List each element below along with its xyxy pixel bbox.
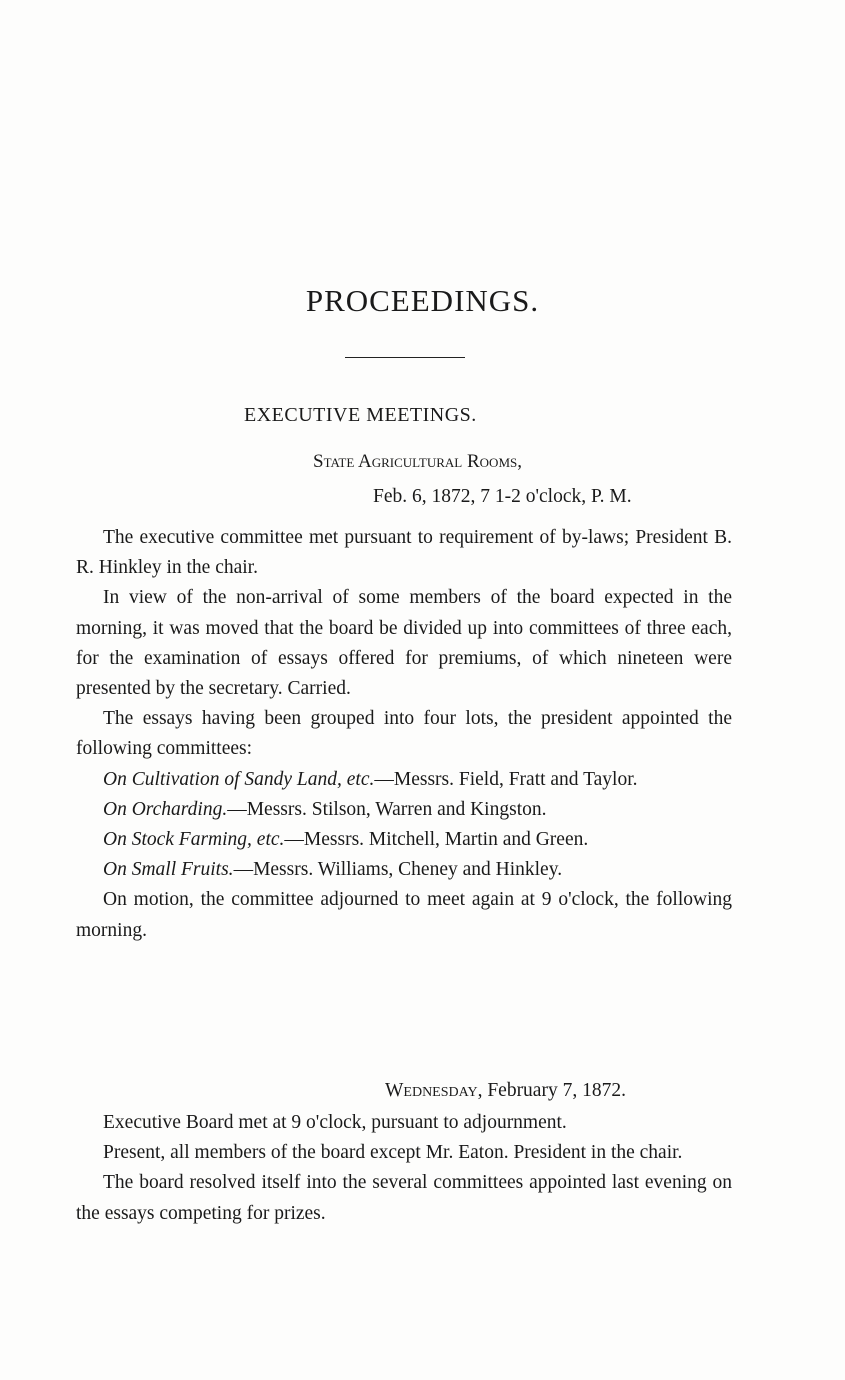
paragraph: In view of the non-arrival of some members of the board expected in the morning, it was moved that the board be divided up into committees of three each, for the examination of essays offered for premiums, of which nineteen were presented by the secretary. Carried. — [76, 587, 732, 700]
page-title: PROCEEDINGS. — [305, 283, 540, 318]
paragraph: Present, all members of the board except Mr. Eaton. President in the chair. — [103, 1142, 683, 1164]
committee-item — [76, 795, 732, 825]
committee-members: —Messrs. Mitchell, Martin and Green. — [284, 829, 589, 851]
committee-topic: On Orcharding. — [103, 798, 228, 820]
meeting2-day: Wednesday — [385, 1080, 478, 1101]
meeting1-place: State Agricultural Rooms, — [313, 451, 522, 472]
committee-item — [76, 825, 732, 855]
meeting2-date-text: , February 7, 1872. — [477, 1080, 626, 1101]
meeting1-body — [76, 523, 732, 946]
section-heading: EXECUTIVE MEETINGS. — [244, 404, 477, 426]
paragraph: Executive Board met at 9 o'clock, pursuant to adjournment. — [103, 1112, 567, 1133]
committee-item — [76, 765, 732, 795]
committee-members: —Messrs. Williams, Cheney and Hinkley. — [233, 859, 563, 881]
committee-members: —Messrs. Field, Fratt and Taylor. — [374, 768, 638, 790]
paragraph: The executive committee met pursuant to requirement of by-laws; President B. R. Hinkley in the chair. — [76, 527, 732, 579]
paragraph: The board resolved itself into the several committees appointed last evening on the essays competing for prizes. — [76, 1172, 732, 1224]
paragraph: The essays having been grouped into four lots, the president appointed the following committees: — [76, 708, 732, 760]
committee-topic: On Stock Farming, etc. — [103, 829, 285, 851]
title-rule — [345, 357, 465, 358]
meeting2-date — [385, 1080, 626, 1102]
meeting2-body — [76, 1108, 732, 1229]
paragraph: On motion, the committee adjourned to meet again at 9 o'clock, the following morning. — [76, 889, 732, 941]
committee-members: —Messrs. Stilson, Warren and Kingston. — [227, 798, 547, 820]
meeting1-date: Feb. 6, 1872, 7 1-2 o'clock, P. M. — [373, 486, 632, 507]
committee-topic: On Cultivation of Sandy Land, etc. — [103, 768, 375, 790]
committee-item — [76, 855, 732, 885]
committee-topic: On Small Fruits. — [103, 859, 234, 881]
